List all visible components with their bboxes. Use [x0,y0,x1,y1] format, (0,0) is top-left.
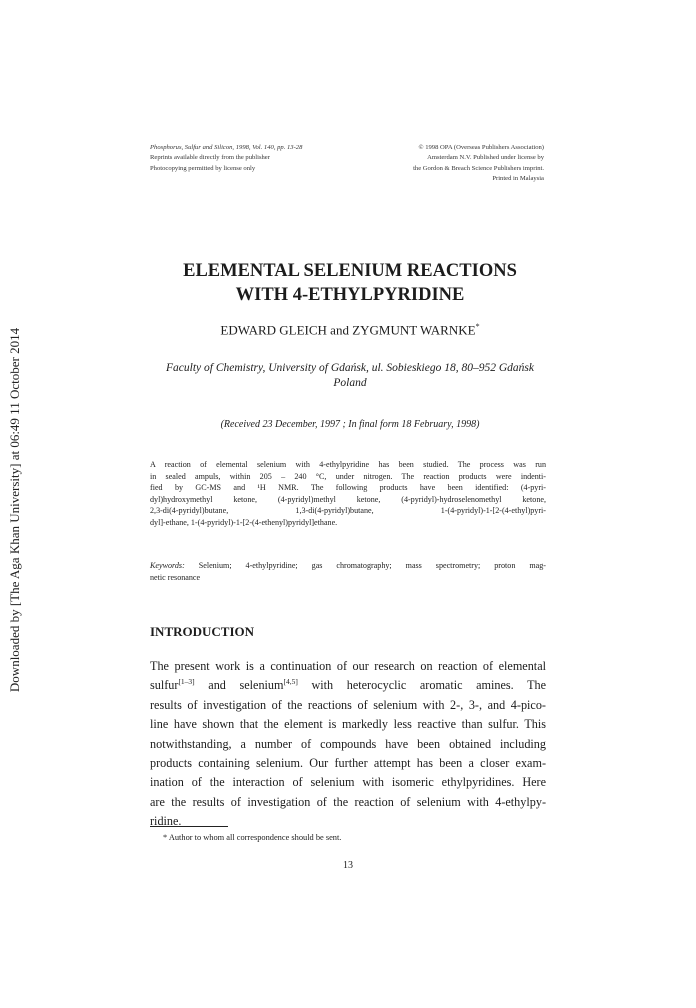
body-line: products containing selenium. Our further attempt has been a closer exam- [150,756,546,771]
keywords-text: Selenium; 4-ethylpyridine; gas chromatography; mass spectrometry; proton mag- [198,561,546,570]
copyright-line: Printed in Malaysia [492,175,544,183]
title-line: ELEMENTAL SELENIUM REACTIONS [183,261,517,281]
author-names: EDWARD GLEICH and ZYGMUNT WARNKE [220,322,476,338]
body-line: ination of the interaction of selenium with isomeric ethylpyridines. Here [150,775,546,790]
abstract-line: 2,3-di(4-pyridyl)butane, 1,3-di(4-pyridyl)butane, 1-(4-pyridyl)-1-[2-(4-ethyl)pyri- [150,506,546,516]
author-list [100,322,600,338]
affiliation-line: Poland [333,377,367,389]
download-note: Downloaded by [The Aga Khan University] at 06:49 11 October 2014 [7,327,22,693]
reference-citation: [1–3] [178,677,195,687]
footnote: * Author to whom all correspondence should be sent. [163,833,342,842]
affiliation [100,361,600,391]
abstract-line: in sealed ampuls, within 205 – 240 °C, under nitrogen. The reaction products were indenti- [150,471,546,481]
download-watermark [3,0,27,1008]
introduction-paragraph [150,657,546,832]
abstract-line: dyl)hydroxymethyl ketone, (4-pyridyl)methyl ketone, (4-pyridyl)-hydroselenomethyl ketone, [150,494,546,504]
abstract-line: fied by GC-MS and ¹H NMR. The following products have been identified: (4-pyri- [150,483,546,493]
abstract [150,459,546,529]
body-line: are the results of investigation of the reaction of selenium with 4-ethylpy- [150,794,546,809]
received-dates: (Received 23 December, 1997 ; In final form 18 February, 1998) [220,419,480,430]
journal-citation [150,143,380,174]
body-line: line have shown that the element is markedly less reactive than sulfur. This [150,717,546,732]
body-line: The present work is a continuation of our research on reaction of elemental [150,659,546,673]
copyright-notice [370,143,544,185]
paper-title [100,259,600,307]
title-line: WITH 4-ETHYLPYRIDINE [235,285,465,305]
citation-line: Reprints available directly from the publisher [150,154,270,162]
keywords-text: netic resonance [150,572,201,582]
page-number: 13 [343,860,353,871]
corresponding-author-mark: * [475,322,480,331]
affiliation-line: Faculty of Chemistry, University of Gdańsk, ul. Sobieskiego 18, 80–952 Gdańsk [166,362,534,374]
keywords [150,560,546,583]
citation-line: Photocopying permitted by license only [150,164,256,172]
body-line: sulfur[1–3] and selenium[4,5] with heterocyclic aromatic amines. The [150,677,546,693]
citation-line: Phosphorus, Sulfur and Silicon, 1998, Vol. 140, pp. 13-28 [150,144,303,151]
copyright-line: the Gordon & Breach Science Publishers imprint. [413,164,544,172]
keywords-label: Keywords: [150,561,185,570]
reference-citation: [4,5] [283,677,298,687]
footnote-divider [150,826,228,827]
copyright-line: © 1998 OPA (Overseas Publishers Association) [418,144,544,151]
abstract-line: A reaction of elemental selenium with 4-ethylpyridine has been studied. The process was run [150,460,546,469]
abstract-line: dyl]-ethane, 1-(4-pyridyl)-1-[2-(4-ethenyl)pyridyl]ethane. [150,517,338,527]
body-line: results of investigation of the reactions of selenium with 2-, 3-, and 4-pico- [150,697,546,712]
copyright-line: Amsterdam N.V. Published under license by [427,154,544,162]
body-line: notwithstanding, a number of compounds have been obtained including [150,736,546,751]
section-heading: INTRODUCTION [150,624,255,639]
body-line: ridine. [150,814,182,829]
